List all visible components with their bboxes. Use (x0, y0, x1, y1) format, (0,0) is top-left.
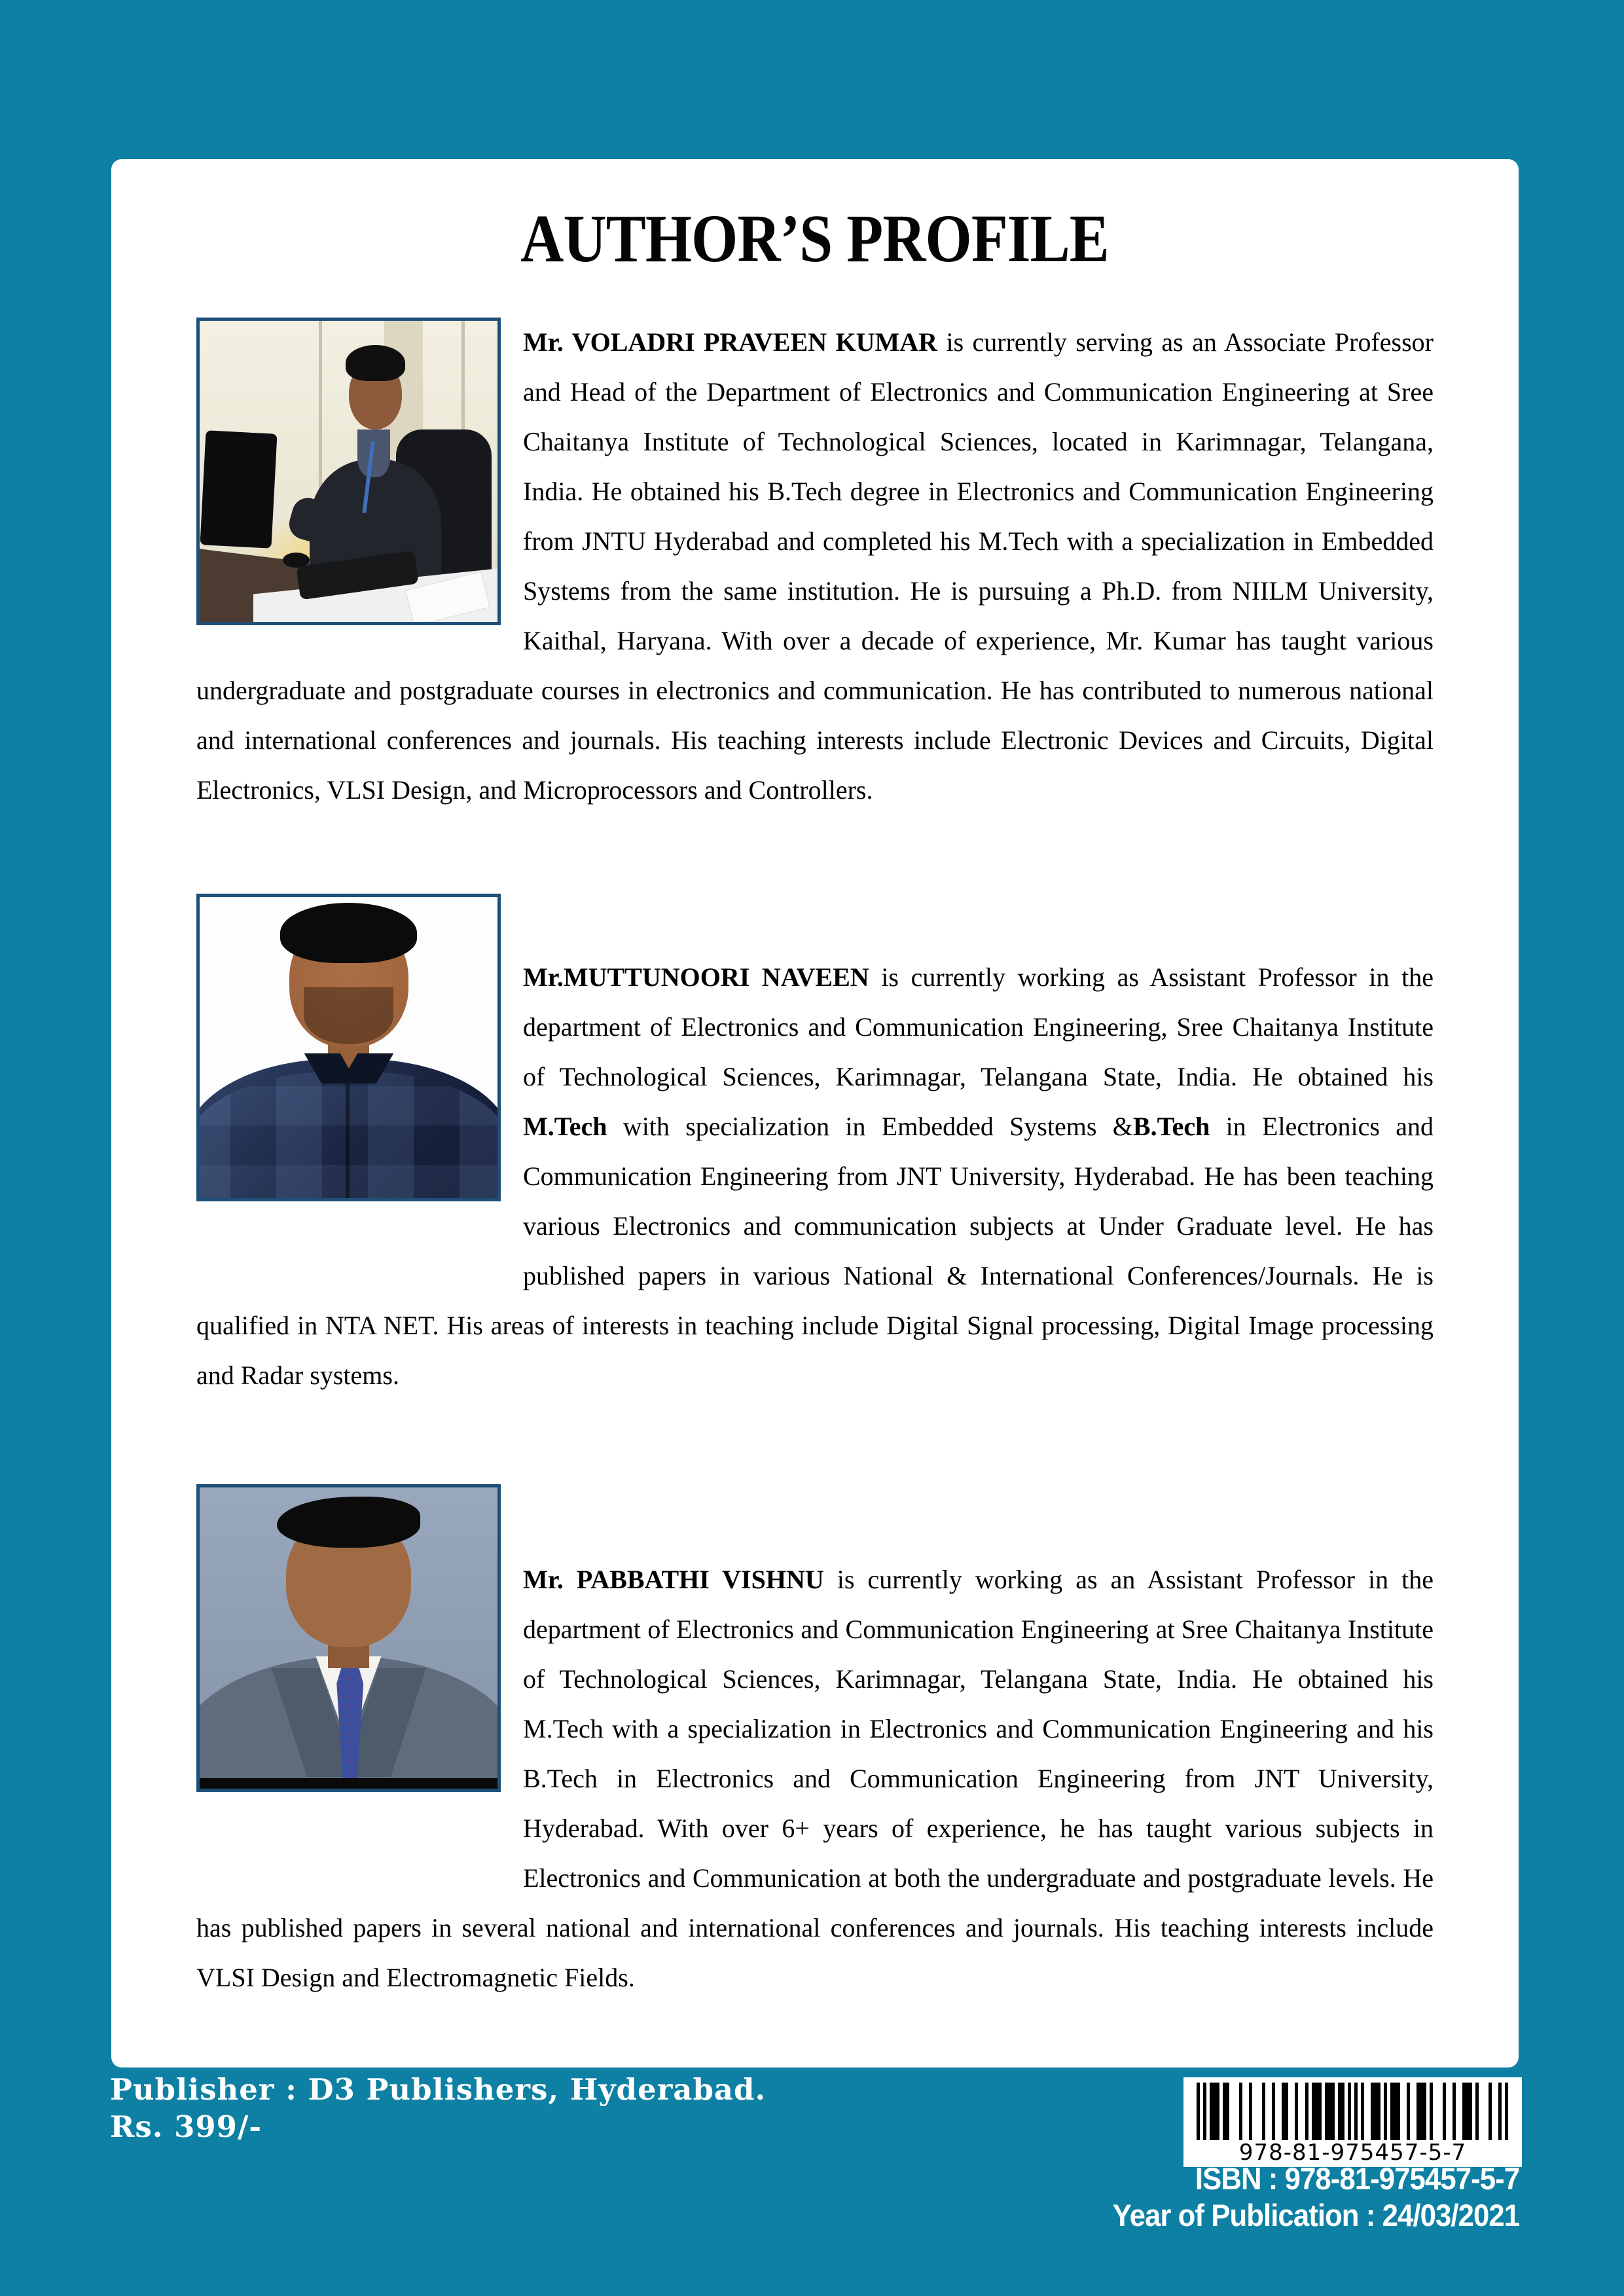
author-section-1 (196, 318, 1434, 815)
author-bio-3: Mr. PABBATHI VISHNU is currently working as an Assistant Professor in the department of Electronics and Communication Engineering at Sree Chaitanya Institute of Technological Sciences, Karimnagar, Telangana State, India. He obtained his M.Tech with a specialization in Electronics and Communication Engineering and his B.Tech in Electronics and Communication Engineering from JNT University, Hyderabad. With over 6+ years of experience, he has taught various subjects in Electronics and Communication at both the undergraduate and postgraduate levels. He has published papers in several national and international conferences and journals. His teaching interests include VLSI Design and Electromagnetic Fields. (196, 1565, 1434, 1992)
shirt-buttons (346, 1078, 350, 1198)
page-title-text: AUTHOR’S PROFILE (520, 201, 1110, 276)
content-area (111, 159, 1519, 2003)
author-section-3 (196, 1484, 1434, 2003)
publisher-info (110, 2071, 766, 2145)
author-section-2 (196, 894, 1434, 1400)
barcode-bars (1197, 2083, 1509, 2140)
barcode-number: 978-81-975457-5-7 (1238, 2140, 1467, 2166)
person-beard (304, 987, 393, 1044)
author-bio-2: Mr.MUTTUNOORI NAVEEN is currently working as Assistant Professor in the department of Electronics and Communication Engineering, Sree Chaitanya Institute of Technological Sciences, Karimnagar, Telangana State, India. He obtained his M.Tech with specialization in Embedded Systems &B.Tech in Electronics and Communication Engineering from JNT University, Hyderabad. He has been teaching various Electronics and communication subjects at Under Graduate level. He has published papers in various National & International Conferences/Journals. He is qualified in NTA NET. His areas of interests in teaching include Digital Signal processing, Digital Image processing and Radar systems. (196, 962, 1434, 1390)
price-line: Rs. 399/- (110, 2109, 262, 2144)
publication-year-line: Year of Publication : 24/03/2021 (1112, 2198, 1519, 2232)
publisher-line: Publisher : D3 Publishers, Hyderabad. (110, 2072, 767, 2107)
author-photo-3 (196, 1484, 501, 1792)
person-shirt (357, 429, 390, 478)
author-photo-2 (196, 894, 501, 1201)
person-hair (280, 903, 417, 963)
author-photo-1 (196, 318, 501, 625)
page-title (196, 159, 1434, 278)
isbn-barcode (1183, 2077, 1522, 2167)
author-bio-1: Mr. VOLADRI PRAVEEN KUMAR is currently serving as an Associate Professor and Head of the Department of Electronics and Communication Engineering at Sree Chaitanya Institute of Technological Sciences, located in Karimnagar, Telangana, India. He obtained his B.Tech degree in Electronics and Communication Engineering from JNTU Hyderabad and completed his M.Tech with a specialization in Embedded Systems from the same institution. He is pursuing a Ph.D. from NIILM University, Kaithal, Haryana. With over a decade of experience, Mr. Kumar has taught various undergraduate and postgraduate courses in electronics and communication. He has contributed to numerous national and international conferences and journals. His teaching interests include Electronic Devices and Circuits, Digital Electronics, VLSI Design, and Microprocessors and Controllers. (196, 327, 1434, 805)
photo-bottom-strip (200, 1778, 497, 1789)
isbn-info (1082, 2160, 1519, 2234)
content-panel (111, 159, 1519, 2068)
computer-monitor (200, 430, 277, 548)
person-hair (346, 345, 405, 381)
isbn-line: ISBN : 978-81-975457-5-7 (1195, 2161, 1519, 2196)
